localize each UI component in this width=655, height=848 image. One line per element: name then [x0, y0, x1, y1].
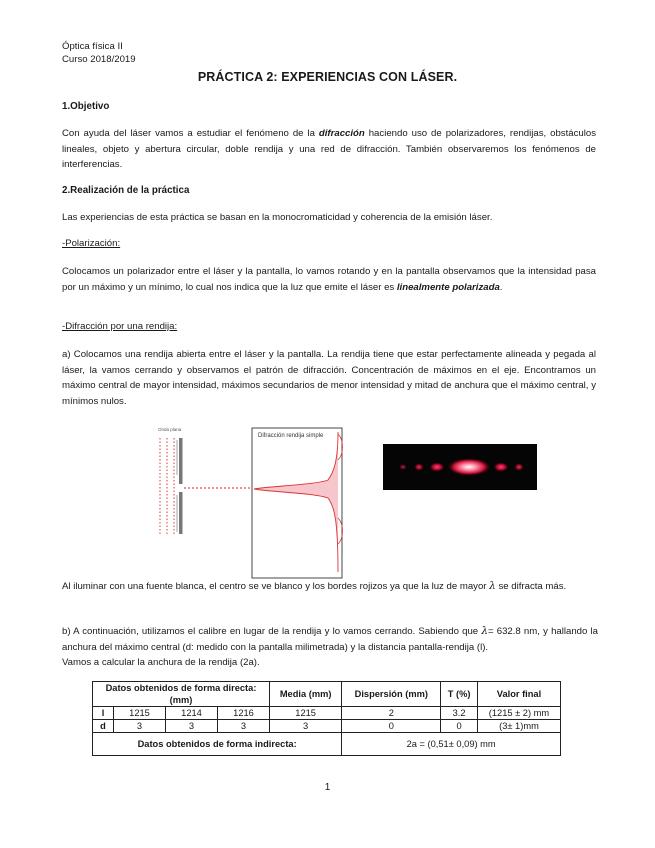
objetivo-text-a: Con ayuda del láser vamos a estudiar el fenómeno de la — [62, 128, 319, 139]
secondary-maximum-left-1 — [429, 462, 445, 472]
header-media: Media (mm) — [270, 682, 342, 707]
screen-box — [252, 428, 342, 578]
cell-v1: 1215 — [114, 707, 166, 720]
screen-box-label: Difracción rendija simple — [258, 433, 324, 439]
rendija-paragraph-a: a) Colocamos una rendija abierta entre el láser y la pantalla. La rendija tiene que estar perfectamente alineada y pegada al láser, la vamos cerrando y observamos el patrón de difracción. Concentración de máximos en el eje. Encontramos un máximo central de mayor intensidad, máximos secundarios de menor intensidad y mitad de anchura que el máximo central, y mínimos nulos. — [62, 349, 596, 407]
indirect-value: 2a = (0,51± 0,09) mm — [342, 733, 561, 756]
subheading-rendija: -Difracción por una rendija: — [62, 321, 178, 332]
header-dispersion: Dispersión (mm) — [342, 682, 441, 707]
slit-upper-barrier — [179, 438, 183, 484]
objetivo-text-b: haciendo uso de polarizadores, rendijas, obstáculos lineales, objeto y abertura circular, doble rendija y una red de difracción. También observaremos los fenómenos de interferencias. — [62, 128, 596, 171]
cell-media: 3 — [270, 720, 342, 733]
slit-lower-barrier — [179, 492, 183, 534]
para-b-text-2: = 632.8 nm, y hallando la anchura del máximo central (d: medido con la pantalla milimetrada) y la distancia pantalla-rendija (l). — [62, 626, 598, 653]
diffraction-pattern-image — [383, 444, 537, 490]
header-t: T (%) — [441, 682, 478, 707]
cell-v2: 1214 — [166, 707, 218, 720]
results-table — [92, 681, 561, 756]
secondary-maximum-right-2 — [514, 463, 524, 471]
para-b-text-3: Vamos a calcular la anchura de la rendija (2a). — [62, 657, 260, 669]
rendija-paragraph-b — [62, 624, 598, 671]
cell-t: 0 — [441, 720, 478, 733]
row-label: l — [93, 707, 114, 720]
table-row — [93, 720, 561, 733]
secondary-maximum-left-2 — [414, 463, 424, 471]
header-year: Curso 2018/2019 — [62, 54, 136, 65]
polarizacion-text-b: . — [499, 281, 503, 293]
central-maximum — [447, 458, 491, 476]
table-row — [93, 707, 561, 720]
cell-v1: 3 — [114, 720, 166, 733]
cell-v3: 3 — [218, 720, 270, 733]
cell-dispersion: 0 — [342, 720, 441, 733]
polarizacion-text-a: Colocamos un polarizador entre el láser y la pantalla, lo vamos rotando y en la pantalla observamos que la intensidad pasa por un máximo y un mínimo, lo cual nos indica que la luz que emite el láser es — [62, 266, 596, 293]
cell-dispersion: 2 — [342, 707, 441, 720]
slit-diffraction-diagram — [150, 420, 355, 580]
cell-media: 1215 — [270, 707, 342, 720]
indirect-label: Datos obtenidos de forma indirecta: — [93, 733, 342, 756]
header — [62, 40, 136, 66]
cell-v2: 3 — [166, 720, 218, 733]
lambda-symbol: λ — [489, 580, 496, 592]
white-light-text-b: se difracta más. — [495, 581, 567, 592]
objetivo-emphasis: difracción — [318, 128, 365, 139]
page-title: PRÁCTICA 2: EXPERIENCIAS CON LÁSER. — [197, 70, 458, 84]
objetivo-paragraph — [62, 126, 596, 173]
polarizacion-paragraph — [62, 264, 596, 295]
incident-wavefronts — [160, 438, 174, 535]
subheading-polarizacion: -Polarización: — [62, 238, 121, 249]
cell-v3: 1216 — [218, 707, 270, 720]
cell-final: (1215 ± 2) mm — [477, 707, 560, 720]
realizacion-intro: Las experiencias de esta práctica se basan en la monocromaticidad y coherencia de la emisión láser. — [62, 212, 493, 223]
white-light-paragraph — [62, 579, 596, 595]
section-heading-realizacion: 2.Realización de la práctica — [62, 185, 190, 196]
table-header-row — [93, 682, 561, 707]
plane-wave-label: Onda plana — [158, 427, 182, 432]
header-final: Valor final — [477, 682, 560, 707]
para-b-text-1: b) A continuación, utilizamos el calibre en lugar de la rendija y lo vamos cerrando. Sabiendo que — [62, 626, 482, 637]
page-number: 1 — [324, 782, 331, 793]
cell-final: (3± 1)mm — [477, 720, 560, 733]
header-course: Óptica física II — [62, 41, 123, 52]
polarizacion-emphasis: linealmente polarizada — [396, 281, 500, 293]
cell-t: 3.2 — [441, 707, 478, 720]
table-indirect-row — [93, 733, 561, 756]
secondary-maximum-right-1 — [493, 462, 509, 472]
section-heading-objetivo: 1.Objetivo — [62, 101, 110, 112]
row-label: d — [93, 720, 114, 733]
secondary-maximum-left-3 — [399, 464, 407, 470]
lambda-symbol-2: λ — [481, 625, 488, 637]
white-light-text-a: Al iluminar con una fuente blanca, el centro se ve blanco y los bordes rojizos ya que la luz de mayor — [62, 581, 490, 592]
header-direct: Datos obtenidos de forma directa: (mm) — [93, 682, 270, 707]
